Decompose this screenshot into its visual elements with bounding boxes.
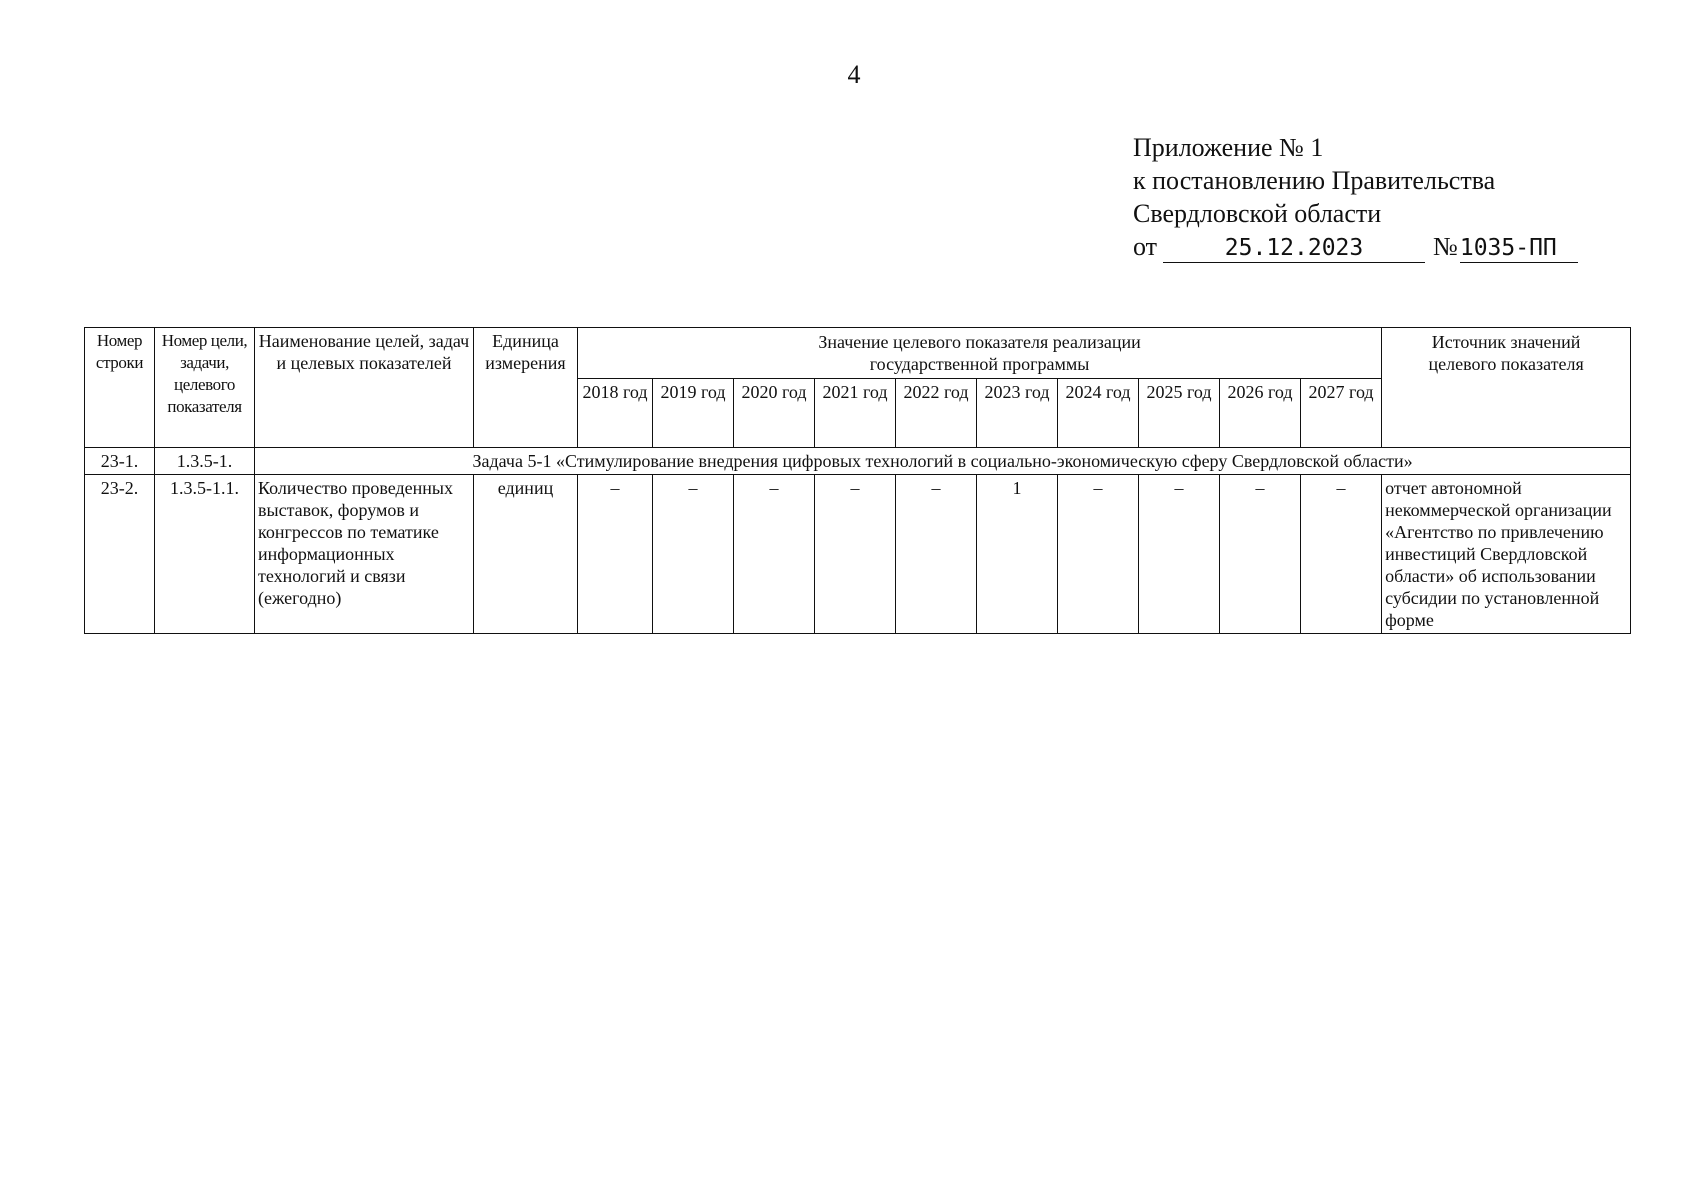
number-sign: №: [1433, 232, 1458, 261]
header-goal-number: Номер цели, задачи, целевого показателя: [155, 328, 255, 448]
header-value-group: Значение целевого показателя реализации государственной программы: [578, 328, 1382, 379]
indicator-name: Количество проведенных выставок, форумов и конгрессов по тематике информационных технологий и связи (ежегодно): [255, 475, 474, 634]
indicator-value: –: [653, 475, 734, 634]
task-title: Задача 5-1 «Стимулирование внедрения цифровых технологий в социально-экономическую сферу Свердловской области»: [255, 448, 1631, 475]
header-year: 2026 год: [1220, 379, 1301, 448]
indicator-value: –: [815, 475, 896, 634]
header-unit: Единица измерения: [474, 328, 578, 448]
header-year: 2021 год: [815, 379, 896, 448]
indicator-value: –: [896, 475, 977, 634]
appendix-title: Приложение № 1: [1133, 133, 1324, 162]
appendix-subtitle: к постановлению Правительства: [1133, 166, 1496, 195]
indicator-row-number: 23-2.: [85, 475, 155, 634]
task-row-number: 23-1.: [85, 448, 155, 475]
decree-date: 25.12.2023: [1163, 235, 1425, 263]
from-label: от: [1133, 232, 1158, 261]
header-name: Наименование целей, задач и целевых показателей: [255, 328, 474, 448]
indicator-value: –: [1139, 475, 1220, 634]
header-year: 2025 год: [1139, 379, 1220, 448]
indicator-row: [85, 475, 1631, 634]
decree-number: 1035-ПП: [1460, 235, 1578, 263]
indicator-value: –: [1058, 475, 1139, 634]
appendix-header: [1133, 131, 1578, 263]
task-row: [85, 448, 1631, 475]
header-source: Источник значений целевого показателя: [1382, 328, 1631, 448]
indicator-value: –: [1220, 475, 1301, 634]
header-row-number: Номер строки: [85, 328, 155, 448]
header-year: 2022 год: [896, 379, 977, 448]
header-year: 2023 год: [977, 379, 1058, 448]
header-row-1: [85, 328, 1631, 379]
header-year: 2024 год: [1058, 379, 1139, 448]
indicator-goal-number: 1.3.5-1.1.: [155, 475, 255, 634]
indicator-source: отчет автономной некоммерческой организации «Агентство по привлечению инвестиций Свердловской области» об использовании субсидии по установленной форме: [1382, 475, 1631, 634]
indicators-table: [84, 327, 1631, 634]
indicator-unit: единиц: [474, 475, 578, 634]
indicator-value: –: [1301, 475, 1382, 634]
header-year: 2019 год: [653, 379, 734, 448]
page-number: 4: [847, 60, 861, 89]
header-year: 2027 год: [1301, 379, 1382, 448]
header-year: 2018 год: [578, 379, 653, 448]
appendix-date-line: [1133, 230, 1578, 263]
indicator-value: 1: [977, 475, 1058, 634]
appendix-region: Свердловской области: [1133, 199, 1382, 228]
task-goal-number: 1.3.5-1.: [155, 448, 255, 475]
indicator-value: –: [734, 475, 815, 634]
header-year: 2020 год: [734, 379, 815, 448]
indicator-value: –: [578, 475, 653, 634]
